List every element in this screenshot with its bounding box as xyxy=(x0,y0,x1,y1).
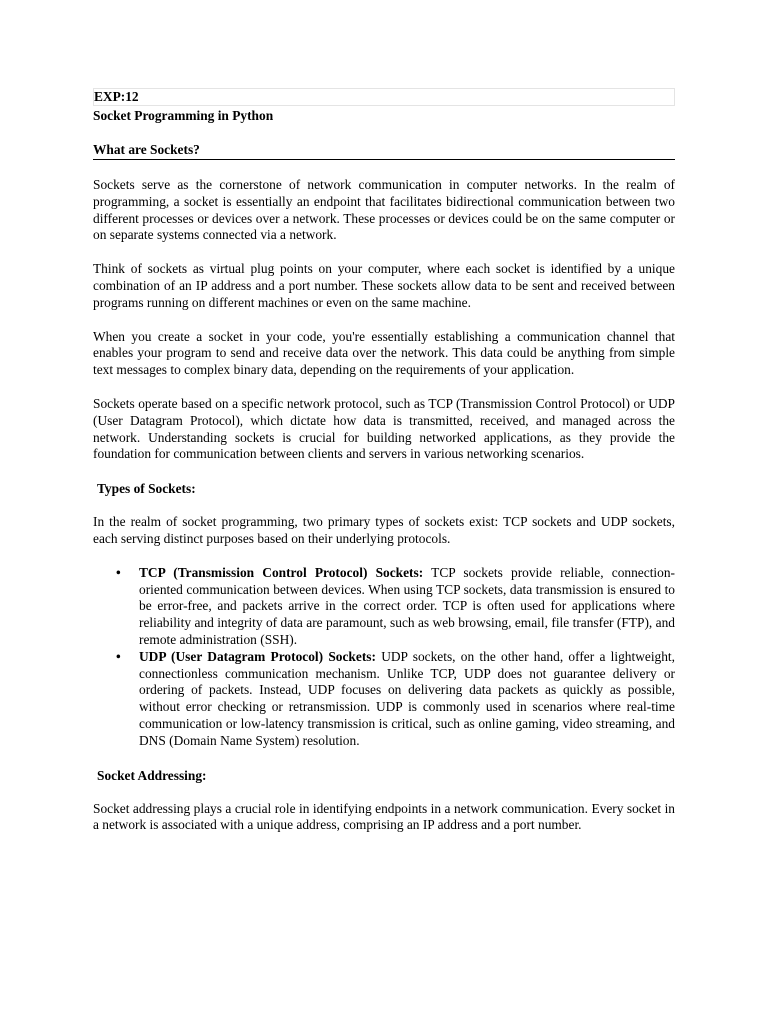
list-item-text: UDP sockets, on the other hand, offer a lightweight, connectionless communication mechanism. Unlike TCP, UDP does not guarantee delivery or ordering of packets. Instead, UDP focuses on delivering data packets as quickly as possible, without error checking or retransmission. UDP is commonly used in scenarios where real-time communication or low-latency transmission is critical, such as online gaming, video streaming, and DNS (Domain Name System) resolution. xyxy=(139,648,675,748)
paragraph-protocols: Sockets operate based on a specific network protocol, such as TCP (Transmission Control Protocol) or UDP (User Datagram Protocol), which dictate how data is transmitted, received, and managed across the network. Understanding sockets is crucial for building networked applications, as they provide the foundation for communication between clients and servers in various networking scenarios. xyxy=(93,395,675,462)
bullet-icon: • xyxy=(116,564,121,580)
list-item-udp xyxy=(116,648,675,750)
paragraph-plug-points: Think of sockets as virtual plug points on your computer, where each socket is identified by a unique combination of an IP address and a port number. These sockets allow data to be sent and received between programs running on different machines or even on the same machine. xyxy=(93,261,675,310)
paragraph-sockets-intro: Sockets serve as the cornerstone of network communication in computer networks. In the realm of programming, a socket is essentially an endpoint that facilitates bidirectional communication between two different processes or devices over a network. These processes or devices could be on the same computer or on separate systems connected via a network. xyxy=(93,177,675,243)
list-item-text: TCP sockets provide reliable, connection-oriented communication between devices. When using TCP sockets, data transmission is ensured to be error-free, and packets arrive in the correct order. TCP is often used for applications where reliability and integrity of data are paramount, such as web browsing, email, file transfer (FTP), and remote administration (SSH). xyxy=(139,564,675,647)
document-title: Socket Programming in Python xyxy=(93,108,274,123)
section-heading-socket-addressing: Socket Addressing: xyxy=(97,767,207,783)
section-heading-what-are-sockets: What are Sockets? xyxy=(93,141,675,160)
paragraph-socket-addressing: Socket addressing plays a crucial role in identifying endpoints in a network communication. Every socket in a network is associated with a unique address, comprising an IP address and a port number. xyxy=(93,800,675,833)
list-item-tcp xyxy=(116,564,675,649)
bullet-icon: • xyxy=(116,648,121,664)
section-heading-types-of-sockets: Types of Sockets: xyxy=(97,481,196,497)
socket-types-list xyxy=(93,565,675,750)
paragraph-types-intro: In the realm of socket programming, two primary types of sockets exist: TCP sockets and UDP sockets, each serving distinct purposes based on their underlying protocols. xyxy=(93,514,675,546)
experiment-label: EXP:12 xyxy=(93,88,675,106)
paragraph-creating-socket: When you create a socket in your code, you're essentially establishing a communication channel that enables your program to send and receive data over the network. This data could be anything from simple text messages to complex binary data, depending on the requirements of your application. xyxy=(93,328,675,378)
list-item-term: TCP (Transmission Control Protocol) Sockets: xyxy=(139,564,424,580)
list-item-term: UDP (User Datagram Protocol) Sockets: xyxy=(139,648,376,664)
document-page xyxy=(93,88,675,834)
